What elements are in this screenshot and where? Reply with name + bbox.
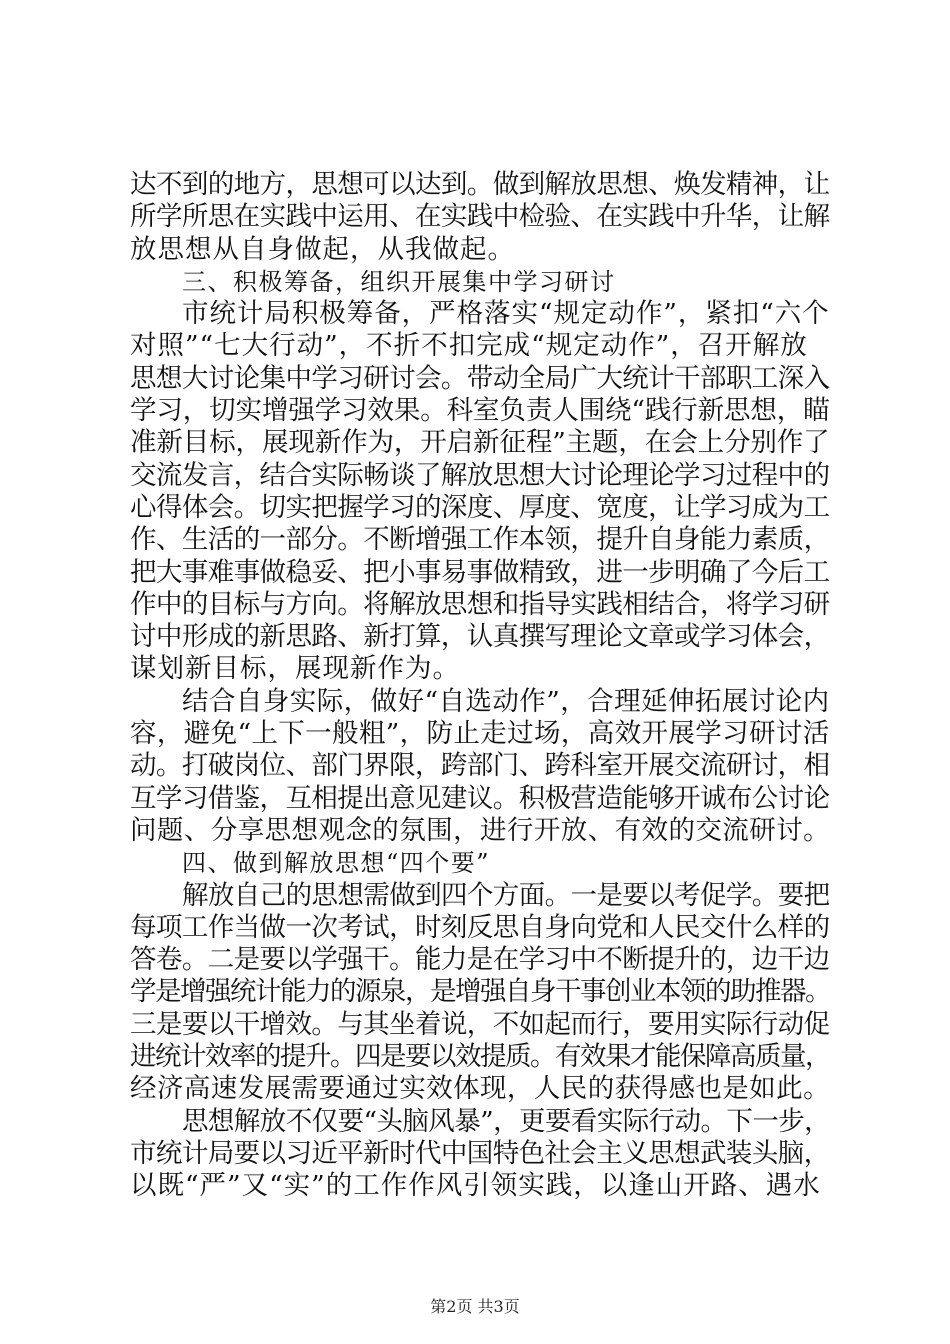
text-line: 三是要以干增效。与其坐着说，不如起而行，要用实际行动促 [130, 1008, 830, 1040]
text-line: 把大事难事做稳妥、把小事易事做精致，进一步明确了今后工 [130, 556, 830, 588]
text-line: 动。打破岗位、部门界限，跨部门、跨科室开展交流研讨，相 [130, 750, 830, 782]
text-line: 学习，切实增强学习效果。科室负责人围绕“践行新思想，瞄 [130, 395, 830, 427]
text-line: 讨中形成的新思路、新打算，认真撰写理论文章或学习体会， [130, 621, 830, 653]
text-line: 解放自己的思想需做到四个方面。一是要以考促学。要把 [182, 879, 830, 911]
text-line: 结合自身实际，做好“自选动作”，合理延伸拓展讨论内 [182, 685, 830, 717]
text-line: 作中的目标与方向。将解放思想和指导实践相结合，将学习研 [130, 588, 830, 620]
document-body [130, 169, 830, 1203]
text-line: 经济高速发展需要通过实效体现，人民的获得感也是如此。 [130, 1073, 830, 1105]
text-line: 进统计效率的提升。四是要以效提质。有效果才能保障高质量， [130, 1041, 830, 1073]
text-line: 所学所思在实践中运用、在实践中检验、在实践中升华，让解 [130, 201, 830, 233]
text-line: 互学习借鉴，互相提出意见建议。积极营造能够开诚布公讨论 [130, 782, 830, 814]
text-line: 市统计局要以习近平新时代中国特色社会主义思想武装头脑， [130, 1137, 830, 1169]
page-footer: 第2页 共3页 [430, 1297, 520, 1316]
text-line: 思想大讨论集中学习研讨会。带动全局广大统计干部职工深入 [130, 362, 830, 394]
text-line: 以既“严”又“实”的工作作风引领实践，以逢山开路、遇水 [130, 1170, 821, 1202]
text-line: 对照”“七大行动”，不折不扣完成“规定动作”，召开解放 [130, 330, 808, 362]
text-line: 谋划新目标，展现新作为。 [130, 653, 460, 685]
text-line: 每项工作当做一次考试，时刻反思自身向党和人民交什么样的 [130, 911, 830, 943]
text-line: 市统计局积极筹备，严格落实“规定动作”，紧扣“六个 [182, 298, 830, 330]
text-line: 准新目标，展现新作为，开启新征程”主题，在会上分别作了 [130, 427, 830, 459]
text-line: 达不到的地方，思想可以达到。做到解放思想、焕发精神，让 [130, 169, 830, 200]
text-line: 放思想从自身做起，从我做起。 [130, 233, 515, 265]
text-line: 交流发言，结合实际畅谈了解放思想大讨论理论学习过程中的 [130, 459, 830, 491]
text-line: 心得体会。切实把握学习的深度、厚度、宽度，让学习成为工 [130, 491, 830, 523]
text-line: 思想解放不仅要“头脑风暴”，更要看实际行动。下一步， [182, 1105, 831, 1137]
text-line: 容，避免“上下一般粗”，防止走过场，高效开展学习研讨活 [130, 718, 830, 750]
text-line: 作、生活的一部分。不断增强工作本领，提升自身能力素质， [130, 524, 830, 556]
text-line: 学是增强统计能力的源泉，是增强自身干事创业本领的助推器。 [130, 976, 830, 1008]
text-line: 答卷。二是要以学强干。能力是在学习中不断提升的，边干边 [130, 944, 830, 976]
text-line: 问题、分享思想观念的氛围，进行开放、有效的交流研讨。 [130, 814, 830, 846]
section-heading: 四、做到解放思想“四个要” [182, 849, 491, 878]
section-heading: 三、积极筹备，组织开展集中学习研讨 [182, 267, 616, 296]
